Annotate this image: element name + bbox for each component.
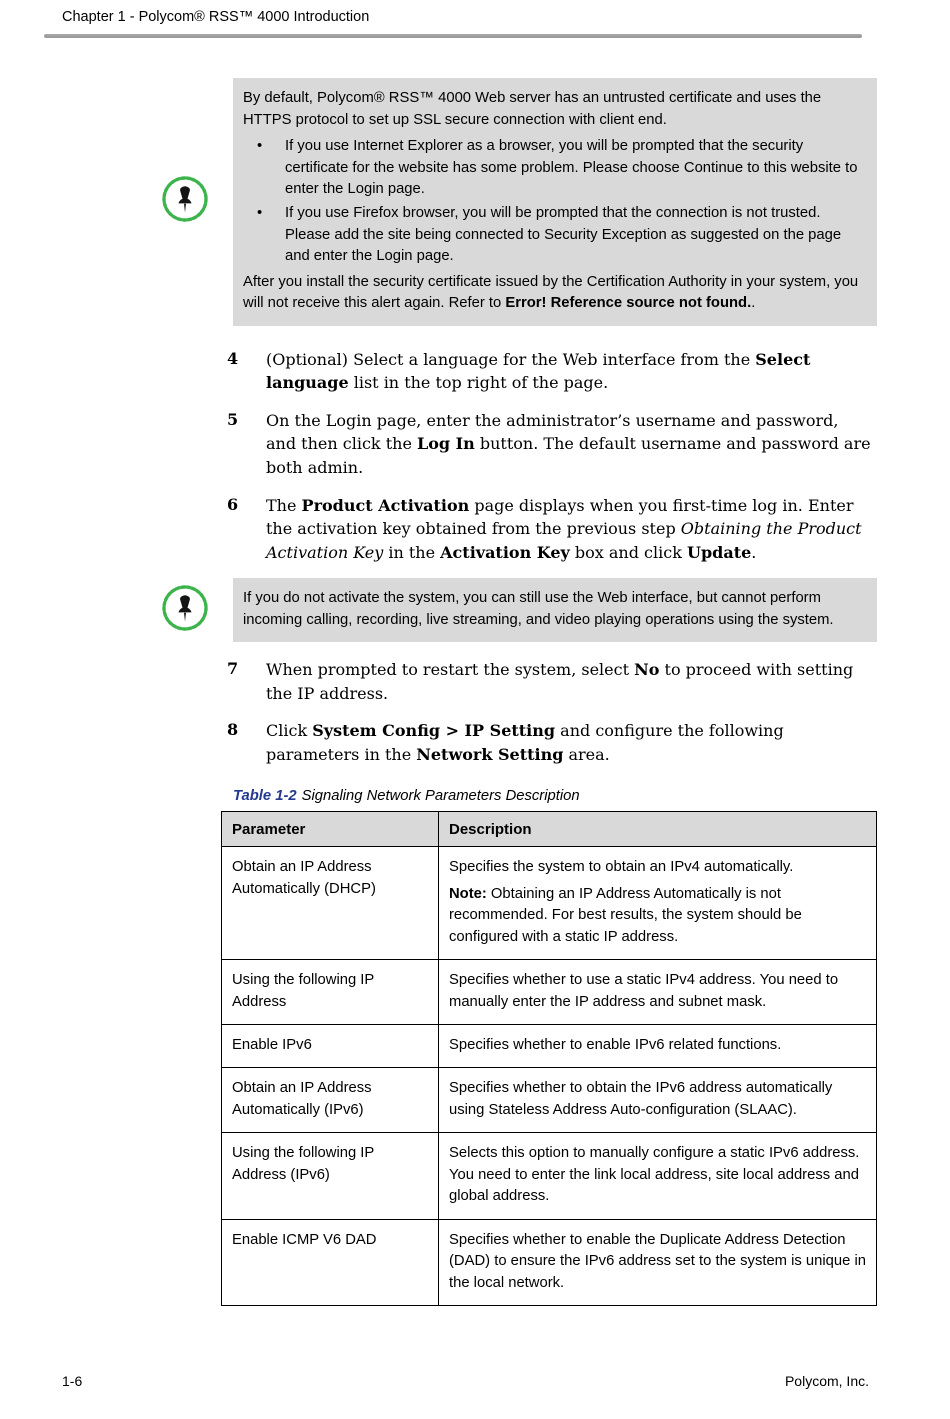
- column-header-description: Description: [439, 812, 877, 847]
- table-caption-label: Table 1-2: [233, 788, 297, 805]
- step-number: 4: [227, 348, 239, 368]
- description-cell: [439, 1025, 877, 1068]
- text-run: button. The default username and password are both admin.: [266, 434, 871, 477]
- description-paragraph: [449, 857, 866, 878]
- note-block-certificate: [160, 78, 877, 326]
- parameter-cell: Enable IPv6: [222, 1025, 439, 1068]
- text-run: in the: [383, 542, 441, 562]
- note-text: If you do not activate the system, you can still use the Web interface, but cannot perform incoming calling, recording, live streaming, and video playing operations using the system.: [243, 590, 834, 628]
- bold-text-run: System Config > IP Setting: [312, 721, 556, 741]
- text-run: page displays when you first-time log in. Enter the activation key obtained from the previous step: [266, 495, 854, 539]
- bold-text-run: Network Setting: [416, 744, 564, 764]
- table-row: [222, 1025, 877, 1068]
- header-rule: [44, 34, 862, 38]
- description-cell: [439, 960, 877, 1025]
- parameter-cell: Obtain an IP Address Automatically (IPv6): [222, 1068, 439, 1133]
- text-run: .: [751, 295, 756, 312]
- parameter-cell: Using the following IP Address (IPv6): [222, 1133, 439, 1219]
- text-run: Specifies whether to use a static IPv4 address. You need to manually enter the IP address and subnet mask.: [449, 972, 839, 1010]
- bold-text-run: Error! Reference source not found.: [505, 295, 752, 312]
- text-run: Specifies whether to enable IPv6 related functions.: [449, 1037, 782, 1054]
- description-paragraph: [449, 1143, 866, 1207]
- step-text: [266, 348, 872, 395]
- bold-text-run: Note:: [449, 885, 487, 902]
- page-header: [0, 0, 950, 25]
- description-paragraph: [449, 1035, 866, 1056]
- bold-text-run: Log In: [417, 434, 475, 454]
- table-header-row: [222, 812, 877, 847]
- note-outro-text: [243, 272, 868, 315]
- signaling-network-parameters-table: [221, 811, 877, 1306]
- table-row: [222, 847, 877, 960]
- note-intro-text: By default, Polycom® RSS™ 4000 Web server has an untrusted certificate and uses the HTTPS protocol to set up SSL secure connection with client end.: [243, 90, 822, 128]
- step-text: [266, 658, 872, 705]
- description-cell: [439, 1133, 877, 1219]
- table-row: [222, 1219, 877, 1305]
- note-icon-column: [160, 583, 210, 638]
- step-item: [227, 658, 872, 705]
- text-run: area.: [563, 744, 610, 764]
- note-bullet-list: [243, 136, 868, 268]
- step-number: 7: [227, 659, 239, 679]
- table-row: [222, 1133, 877, 1219]
- table-row: [222, 960, 877, 1025]
- description-cell: [439, 1219, 877, 1305]
- step-text: [266, 409, 872, 480]
- column-header-parameter: Parameter: [222, 812, 439, 847]
- step-item: [227, 494, 872, 565]
- text-run: Selects this option to manually configure a static IPv6 address. You need to enter the link local address, site local address and global address.: [449, 1145, 860, 1205]
- step-text: [266, 494, 872, 565]
- note-box: [233, 578, 877, 642]
- step-item: [227, 719, 872, 766]
- description-paragraph: [449, 884, 866, 948]
- step-text: [266, 719, 872, 766]
- text-run: Specifies whether to enable the Duplicate Address Detection (DAD) to ensure the IPv6 address set to the system is unique in the local network.: [449, 1231, 866, 1291]
- note-icon-column: [160, 174, 210, 229]
- page-footer: [62, 1373, 869, 1389]
- description-paragraph: [449, 970, 866, 1013]
- parameter-cell: Obtain an IP Address Automatically (DHCP): [222, 847, 439, 960]
- table-body: [222, 847, 877, 1306]
- description-cell: [439, 847, 877, 960]
- step-number: 5: [227, 409, 239, 429]
- text-run: and configure the following parameters in the: [266, 721, 784, 764]
- note-box: [233, 78, 877, 326]
- text-run: The: [266, 495, 302, 515]
- step-item: [227, 348, 872, 395]
- pushpin-icon: [160, 174, 210, 224]
- step-item: [227, 409, 872, 480]
- table-row: [222, 1068, 877, 1133]
- text-run: Obtaining an IP Address Automatically is not recommended. For best results, the system should be configured with a static IP address.: [449, 885, 802, 945]
- description-paragraph: [449, 1078, 866, 1121]
- numbered-steps-4-6: [227, 348, 872, 564]
- footer-company: Polycom, Inc.: [784, 1373, 869, 1389]
- text-run: Click: [266, 721, 313, 741]
- italic-text-run: Obtaining the Product Activation Key: [266, 519, 862, 562]
- pushpin-icon: [160, 583, 210, 633]
- step-number: 8: [227, 720, 239, 740]
- text-run: (Optional) Select a language for the Web interface from the: [266, 349, 756, 369]
- bold-text-run: Product Activation: [301, 495, 470, 515]
- bold-text-run: Update: [687, 542, 752, 562]
- text-run: After you install the security certificate issued by the Certification Authority in your system, you will not receive this alert again. Refer to: [243, 273, 859, 312]
- text-run: to proceed with setting the IP address.: [266, 660, 854, 703]
- text-run: On the Login page, enter the administrator’s username and password, and then click the: [266, 410, 839, 454]
- table-caption: [233, 788, 877, 804]
- table-head: [222, 812, 877, 847]
- description-cell: [439, 1068, 877, 1133]
- chapter-header-title: Chapter 1 - Polycom® RSS™ 4000 Introduction: [62, 9, 370, 25]
- text-run: Specifies the system to obtain an IPv4 automatically.: [449, 859, 794, 876]
- text-run: When prompted to restart the system, select: [266, 660, 635, 680]
- text-run: Specifies whether to obtain the IPv6 address automatically using Stateless Address Auto-configuration (SLAAC).: [449, 1080, 833, 1118]
- note-block-activation: [160, 578, 877, 642]
- text-run: box and click: [569, 542, 687, 562]
- parameter-cell: Using the following IP Address: [222, 960, 439, 1025]
- note-bullet-item: • If you use Internet Explorer as a browser, you will be prompted that the security certificate for the website has some problem. Please choose Continue to this website to enter the Login page.: [243, 136, 868, 201]
- table-caption-text: Signaling Network Parameters Description: [301, 788, 580, 805]
- text-run: list in the top right of the page.: [348, 373, 609, 393]
- footer-page-number: 1-6: [62, 1373, 83, 1389]
- numbered-steps-7-8: [227, 658, 872, 766]
- note-bullet-item: • If you use Firefox browser, you will be prompted that the connection is not trusted. Please add the site being connected to Security Exception as suggested on the page and enter the Login page.: [243, 203, 868, 268]
- step-number: 6: [227, 494, 239, 514]
- bold-text-run: No: [634, 660, 660, 680]
- description-paragraph: [449, 1230, 866, 1294]
- parameter-cell: Enable ICMP V6 DAD: [222, 1219, 439, 1305]
- text-run: .: [751, 542, 757, 562]
- bold-text-run: Select language: [266, 349, 811, 393]
- bold-text-run: Activation Key: [440, 542, 570, 562]
